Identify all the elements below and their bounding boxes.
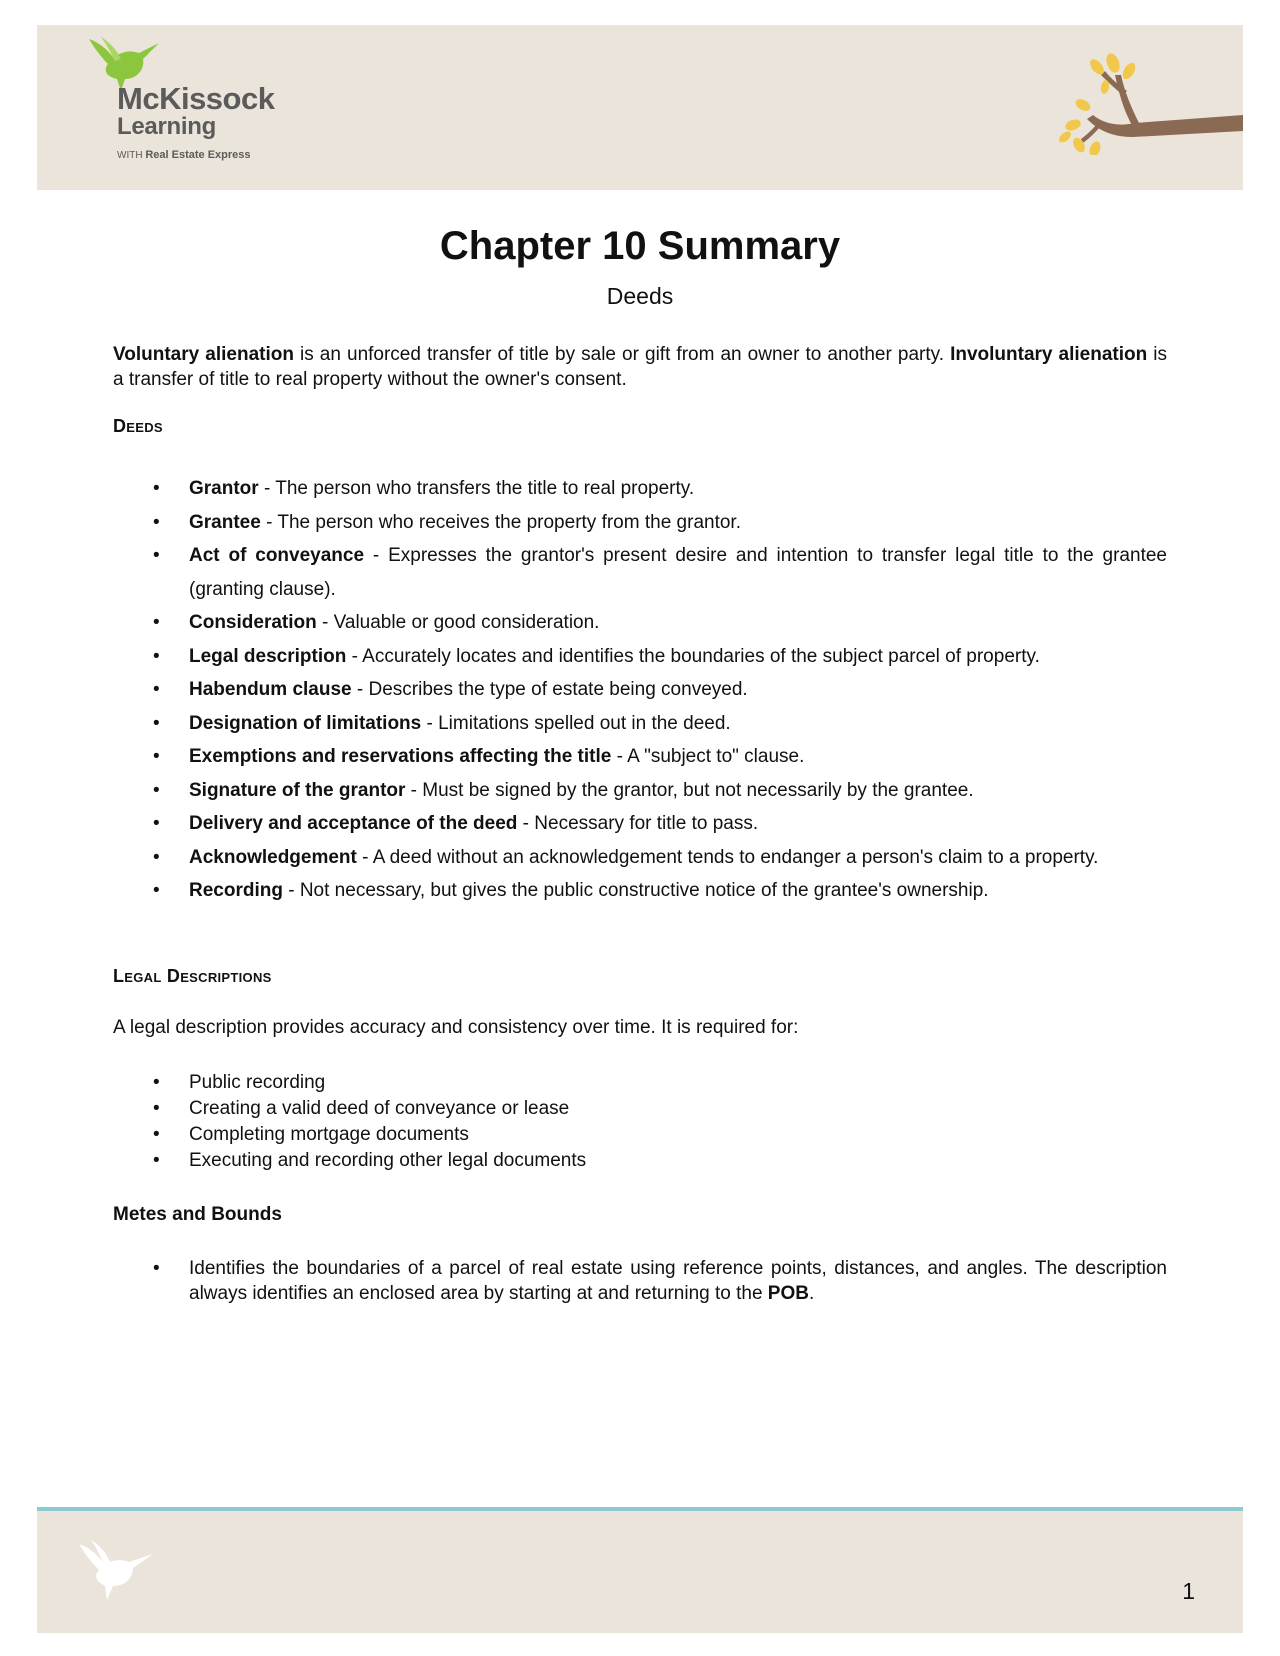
- list-item: [113, 673, 1167, 707]
- logo-with-text: WITH: [117, 150, 143, 161]
- bullet-icon: •: [153, 1258, 160, 1279]
- list-item-desc: - Expresses the grantor's present desire and intention to transfer legal title to the grantee (granting clause).: [189, 545, 1167, 600]
- bullet-icon: •: [153, 1150, 160, 1171]
- list-item-term: Designation of limitations: [189, 712, 422, 734]
- legal-intro-paragraph: A legal description provides accuracy and consistency over time. It is required for:: [113, 1017, 799, 1038]
- list-item-term: Act of conveyance: [189, 545, 365, 566]
- list-item: [113, 1256, 1167, 1306]
- branch-decoration-icon: [1043, 45, 1243, 155]
- page-header: [37, 25, 1243, 190]
- bullet-icon: •: [153, 645, 160, 667]
- list-item-desc: - Accurately locates and identifies the boundaries of the subject parcel of property.: [346, 645, 1040, 667]
- list-item-term: Habendum clause: [189, 679, 352, 700]
- list-item-term: Signature of the grantor: [189, 779, 406, 801]
- bullet-icon: •: [153, 612, 160, 633]
- hummingbird-footer-icon: [77, 1536, 157, 1606]
- term-pob: POB: [767, 1283, 809, 1304]
- list-item: [113, 707, 1167, 741]
- intro-paragraph: [113, 342, 1167, 392]
- bullet-icon: •: [153, 545, 160, 566]
- logo-wordmark: McKissock: [117, 81, 275, 116]
- list-item-term: Exemptions and reservations affecting the title: [189, 746, 612, 767]
- page-number: 1: [1182, 1578, 1195, 1604]
- bullet-icon: •: [153, 880, 160, 901]
- document-body: [113, 342, 1167, 1304]
- bullet-icon: •: [153, 779, 160, 801]
- list-item: [113, 841, 1167, 875]
- list-item-desc: - Necessary for title to pass.: [517, 813, 759, 834]
- deeds-list: [113, 472, 1167, 908]
- logo-tagline: [117, 150, 251, 161]
- list-item-term: Delivery and acceptance of the deed: [189, 813, 518, 834]
- list-item: [113, 1148, 1167, 1174]
- intro-text-1: is an unforced transfer of title by sale or gift from an owner to another party.: [293, 344, 951, 365]
- term-involuntary-alienation: Involuntary alienation: [950, 344, 1148, 365]
- list-item-text: Completing mortgage documents: [189, 1124, 469, 1145]
- list-item-term: Grantee: [189, 511, 261, 533]
- list-item-term: Acknowledgement: [189, 846, 357, 868]
- list-item-desc: - Limitations spelled out in the deed.: [421, 712, 731, 734]
- list-item-desc: - Must be signed by the grantor, but not necessarily by the grantee.: [405, 779, 974, 801]
- bullet-icon: •: [153, 746, 160, 767]
- list-item: [113, 1096, 1167, 1122]
- list-item: [113, 774, 1167, 808]
- list-item: [113, 539, 1167, 606]
- metes-text: Identifies the boundaries of a parcel of real estate using reference points, distances, and angles. The description always identifies an enclosed area by starting at and returning to the: [189, 1258, 1167, 1304]
- list-item: [113, 874, 1167, 908]
- bullet-icon: •: [153, 712, 160, 734]
- section-heading-deeds: Deeds: [113, 416, 163, 436]
- metes-list: [113, 1256, 1167, 1306]
- bullet-icon: •: [153, 1098, 160, 1119]
- term-voluntary-alienation: Voluntary alienation: [113, 344, 294, 365]
- list-item-desc: - A deed without an acknowledgement tends to endanger a person's claim to a property.: [356, 846, 1099, 868]
- page-footer: [37, 1511, 1243, 1633]
- section-heading-metes-and-bounds: Metes and Bounds: [113, 1204, 282, 1225]
- list-item-desc: - A "subject to" clause.: [611, 746, 805, 767]
- list-item-desc: - The person who transfers the title to real property.: [258, 478, 695, 499]
- bullet-icon: •: [153, 1072, 160, 1093]
- list-item-term: Grantor: [189, 478, 259, 499]
- requirements-list: [113, 1070, 1167, 1174]
- list-item: [113, 606, 1167, 640]
- bullet-icon: •: [153, 813, 160, 834]
- logo-with-brand: Real Estate Express: [145, 149, 251, 161]
- list-item: [113, 1070, 1167, 1096]
- page-title: Chapter 10 Summary: [439, 224, 841, 268]
- bullet-icon: •: [153, 846, 160, 868]
- list-item: [113, 506, 1167, 540]
- list-item-term: Consideration: [189, 612, 317, 633]
- list-item-desc: - Not necessary, but gives the public constructive notice of the grantee's ownership.: [282, 880, 989, 901]
- list-item: [113, 640, 1167, 674]
- list-item: [113, 472, 1167, 506]
- list-item-text: Public recording: [189, 1072, 326, 1093]
- intro-text-2: is a transfer of title to real property without the owner's consent.: [113, 344, 1167, 390]
- list-item: [113, 740, 1167, 774]
- bullet-icon: •: [153, 478, 160, 499]
- section-heading-legal-descriptions: Legal Descriptions: [113, 966, 272, 986]
- list-item: [113, 807, 1167, 841]
- list-item-desc: - The person who receives the property from the grantor.: [260, 511, 741, 533]
- list-item-desc: - Valuable or good consideration.: [316, 612, 600, 633]
- metes-text-end: .: [808, 1283, 815, 1304]
- list-item-term: Legal description: [189, 645, 347, 667]
- page-subtitle: Deeds: [606, 283, 674, 309]
- list-item: [113, 1122, 1167, 1148]
- bullet-icon: •: [153, 1124, 160, 1145]
- bullet-icon: •: [153, 511, 160, 533]
- logo-subwordmark: Learning: [117, 113, 216, 140]
- list-item-term: Recording: [189, 880, 283, 901]
- list-item-desc: - Describes the type of estate being conveyed.: [351, 679, 748, 700]
- list-item-text: Creating a valid deed of conveyance or lease: [189, 1098, 570, 1119]
- bullet-icon: •: [153, 679, 160, 700]
- list-item-text: Executing and recording other legal documents: [189, 1150, 587, 1171]
